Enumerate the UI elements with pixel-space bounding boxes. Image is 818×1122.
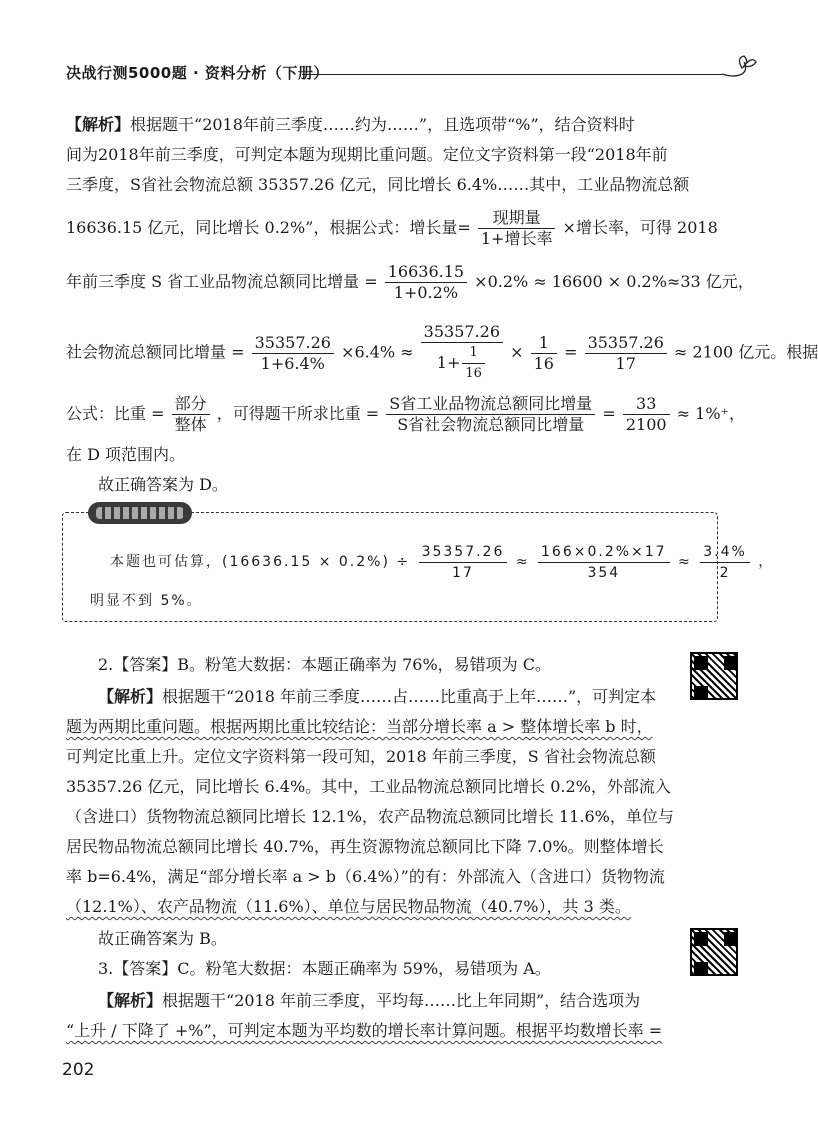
formula-social-1: $\frac{35357.26}{1+6.4\%}$	[252, 333, 334, 374]
running-header: 决战行测5000题 · 资料分析（下册）	[66, 64, 329, 82]
formula-social-2: 35357.26 1+ $\frac{1}{16}$	[421, 322, 503, 384]
q2-line-5: 35357.26 亿元，同比增长 6.4%。其中，工业品物流总额同比增长 0.2%，外部流入	[66, 777, 671, 796]
p1-answer: 故正确答案为 D。	[98, 475, 228, 494]
p1-line-1: 【解析】根据题干“2018年前三季度……约为……”，且选项带“%”，结合资料时	[66, 115, 635, 134]
sprout-icon	[718, 52, 758, 82]
p1-line-6: 社会物流总额同比增量 = $\frac{35357.26}{1+6.4\%}$ ×6.4% ≈ 35357.26 1+ $\frac{1}{16}$ × $\frac{1}{16}$ = $\frac{35357.26}{17}$ ≈ 2100 亿元。根据	[66, 322, 818, 384]
q3-answer-line: 3.【答案】C。粉笔大数据：本题正确率为 59%，易错项为 A。	[98, 959, 551, 978]
q2-line-4: 可判定比重上升。定位文字资料第一段可知，2018 年前三季度，S 省社会物流总额	[66, 747, 656, 766]
q2-conclusion: 故正确答案为 B。	[98, 929, 227, 948]
formula-social-4: $\frac{35357.26}{17}$	[585, 333, 667, 374]
p1-line-7: 公式：比重 = $\frac{\text{部分}}{\text{整体}}$ ，可得题干所求比重 = $\frac{\text{S省工业品物流总额同比增量}}{\text{S省社会物流总额同比增量}}$ = $\frac{33}{2100}$ ≈ 1%⁺，	[66, 394, 745, 434]
q2-line-6: （含进口）货物物流总额同比增长 12.1%，农产品物流总额同比增长 11.6%，单位与	[66, 807, 674, 826]
formula-industrial: $\frac{16636.15}{1+0.2\%}$	[385, 262, 467, 303]
qr-code-icon[interactable]	[690, 928, 738, 976]
tip-line-1: 本题也可估算，(16636.15 × 0.2%) ÷ $\frac{35357.26}{17}$ ≈ $\frac{166\times 0.2\%\times 17}{354}$ ≈ $\frac{3.4\%}{2}$ ，	[110, 543, 775, 581]
q3-line-3: “上升 / 下降了 +%”，可判定本题为平均数的增长率计算问题。根据平均数增长率 =	[66, 1021, 663, 1040]
q3-line-2: 【解析】根据题干“2018 年前三季度，平均每……比上年同期”，结合选项为	[98, 991, 641, 1010]
formula-proportion: $\frac{\text{部分}}{\text{整体}}$	[172, 394, 210, 435]
q2-line-9: （12.1%）、农产品物流（11.6%）、单位与居民物品物流（40.7%），共 3 类。	[66, 897, 631, 916]
q2-line-8: 率 b=6.4%，满足“部分增长率 a > b（6.4%）”的有：外部流入（含进口）货物物流	[66, 867, 665, 886]
qr-code-icon[interactable]	[690, 652, 738, 700]
p1-line-3: 三季度，S省社会物流总额 35357.26 亿元，同比增长 6.4%……其中，工业品物流总额	[66, 175, 690, 194]
tip-line-2: 明显不到 5%。	[90, 593, 203, 609]
formula-result: $\frac{33}{2100}$	[623, 394, 670, 435]
tip-tag	[88, 502, 192, 524]
q2-line-3: 题为两期比重问题。根据两期比重比较结论：当部分增长率 a > 整体增长率 b 时，	[66, 717, 653, 736]
p1-line-8: 在 D 项范围内。	[66, 445, 186, 464]
q2-answer-line: 2.【答案】B。粉笔大数据：本题正确率为 76%，易错项为 C。	[98, 655, 552, 674]
page-number: 202	[62, 1060, 95, 1080]
p1-line-4: 16636.15 亿元，同比增长 0.2%”，根据公式：增长量= $\frac{\text{现期量}}{\text{1+增长率}}$ ×增长率，可得 2018	[66, 208, 718, 248]
formula-social-3: $\frac{1}{16}$	[531, 333, 557, 374]
q2-line-7: 居民物品物流总额同比增长 40.7%，再生资源物流总额同比下降 7.0%。则整体增长	[66, 837, 664, 856]
formula-ratio: $\frac{\text{S省工业品物流总额同比增量}}{\text{S省社会物流总额同比增量}}$	[386, 394, 595, 435]
p1-line-2: 间为2018年前三季度，可判定本题为现期比重问题。定位文字资料第一段“2018年前	[66, 145, 668, 164]
p1-line-5: 年前三季度 S 省工业品物流总额同比增量 = $\frac{16636.15}{1+0.2\%}$ ×0.2% ≈ 16600 × 0.2%≈33 亿元，	[66, 262, 754, 302]
q2-line-2: 【解析】根据题干“2018 年前三季度……占……比重高于上年……”，可判定本	[98, 687, 657, 706]
header-rule	[302, 74, 722, 75]
formula-growth: $\frac{\text{现期量}}{\text{1+增长率}}$	[478, 208, 556, 249]
